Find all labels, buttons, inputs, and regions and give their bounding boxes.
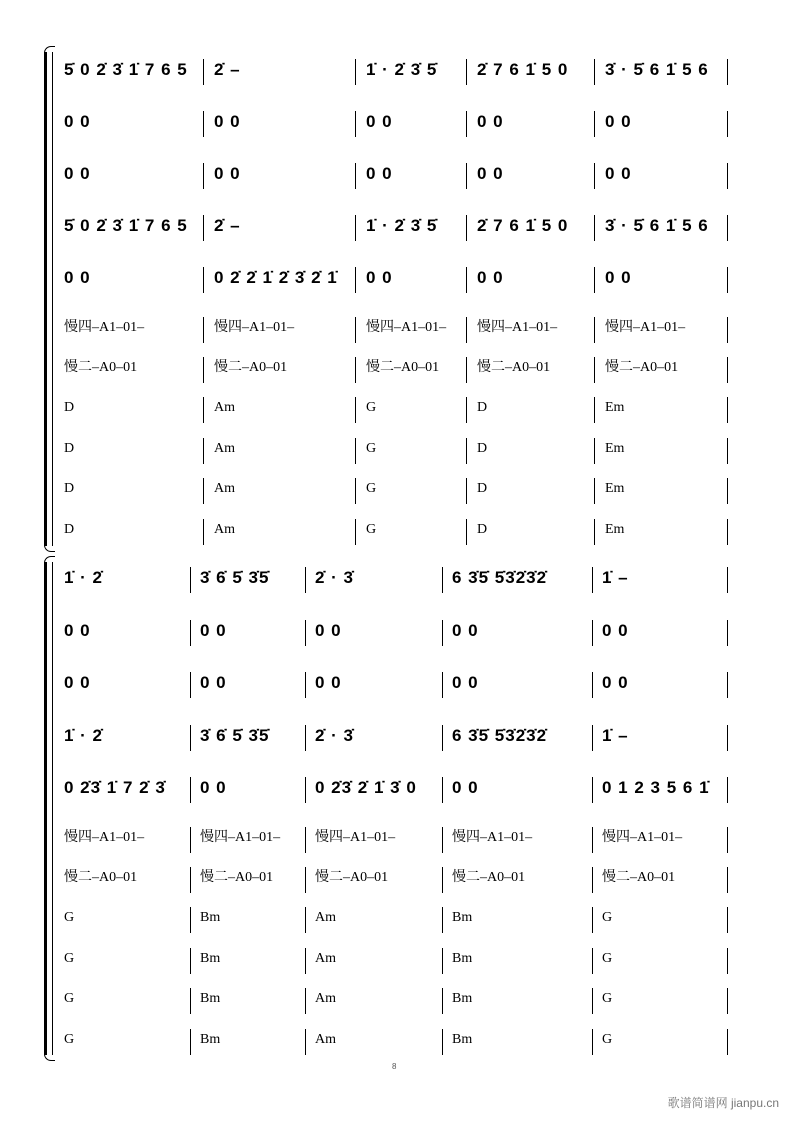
barline <box>592 827 593 853</box>
measure-label: G <box>602 1032 613 1047</box>
barline <box>442 988 443 1014</box>
barline <box>305 988 306 1014</box>
barline <box>727 215 728 241</box>
measure-notes: 1̇ – <box>602 726 629 745</box>
measure-notes: 5̇ 0 2̇ 3̇ 1̇ 7 6 5 <box>64 216 188 235</box>
measure-label: 慢四–A1–01– <box>64 320 145 335</box>
barline <box>466 438 467 464</box>
barline <box>305 1029 306 1055</box>
measure-notes: 0 0 <box>452 673 479 692</box>
barline <box>203 357 204 383</box>
measure-label: 慢四–A1–01– <box>477 320 558 335</box>
measure-notes: 0 0 <box>64 673 91 692</box>
barline <box>305 672 306 698</box>
barline <box>466 478 467 504</box>
barline <box>466 317 467 343</box>
barline <box>727 111 728 137</box>
barline <box>594 519 595 545</box>
measure-label: D <box>477 522 488 537</box>
measure-notes: 0 2̇3̇ 1̇ 7 2̇ 3̇ <box>64 778 166 797</box>
measure-label: Em <box>605 441 625 456</box>
measure-notes: 2̇ – <box>214 60 241 79</box>
measure-notes: 0 0 <box>64 621 91 640</box>
measure-notes: 6 3̇5̇ 5̇3̇2̇3̇2̇ <box>452 726 548 745</box>
measure-label: Bm <box>452 951 473 966</box>
measure-label: 慢二–A0–01 <box>64 360 138 375</box>
barline <box>466 111 467 137</box>
barline <box>203 397 204 423</box>
barline <box>592 867 593 893</box>
barline <box>594 59 595 85</box>
measure-label: G <box>366 522 377 537</box>
measure-label: D <box>64 441 75 456</box>
barline <box>466 163 467 189</box>
measure-label: 慢二–A0–01 <box>366 360 440 375</box>
barline <box>203 519 204 545</box>
system-line <box>52 52 53 546</box>
barline <box>355 519 356 545</box>
barline <box>442 620 443 646</box>
measure-notes: 1̇ · 2̇ 3̇ 5̇ <box>366 216 438 235</box>
measure-notes: 0 0 <box>605 164 632 183</box>
measure-label: Bm <box>452 1032 473 1047</box>
measure-label: 慢四–A1–01– <box>602 830 683 845</box>
system-bracket <box>44 52 55 546</box>
measure-label: G <box>64 910 75 925</box>
barline <box>727 988 728 1014</box>
measure-label: 慢二–A0–01 <box>452 870 526 885</box>
measure-notes: 0 2̇3̇ 2̇ 1̇ 3̇ 0 <box>315 778 417 797</box>
barline <box>727 317 728 343</box>
measure-notes: 2̇ · 3̇ <box>315 726 355 745</box>
barline <box>355 215 356 241</box>
watermark: 歌谱简谱网 jianpu.cn <box>667 1096 779 1110</box>
barline <box>190 567 191 593</box>
measure-notes: 0 0 <box>200 621 227 640</box>
barline <box>466 519 467 545</box>
measure-notes: 5̇ 0 2̇ 3̇ 1̇ 7 6 5 <box>64 60 188 79</box>
barline <box>592 988 593 1014</box>
barline <box>203 163 204 189</box>
measure-label: G <box>64 1032 75 1047</box>
barline <box>466 215 467 241</box>
measure-label: 慢四–A1–01– <box>315 830 396 845</box>
measure-label: Am <box>214 481 235 496</box>
barline <box>190 948 191 974</box>
measure-label: 慢二–A0–01 <box>200 870 274 885</box>
barline <box>203 59 204 85</box>
measure-notes: 1̇ · 2̇ 3̇ 5̇ <box>366 60 438 79</box>
barline <box>727 438 728 464</box>
barline <box>466 59 467 85</box>
measure-label: Am <box>315 1032 336 1047</box>
measure-label: G <box>366 441 377 456</box>
barline <box>727 267 728 293</box>
barline <box>203 267 204 293</box>
measure-notes: 0 0 <box>452 778 479 797</box>
barline <box>727 519 728 545</box>
measure-notes: 0 0 <box>64 112 91 131</box>
barline <box>727 163 728 189</box>
measure-notes: 1̇ · 2̇ <box>64 568 104 587</box>
barline <box>594 357 595 383</box>
barline <box>727 567 728 593</box>
measure-label: D <box>64 400 75 415</box>
barline <box>355 267 356 293</box>
measure-label: 慢二–A0–01 <box>64 870 138 885</box>
measure-notes: 0 0 <box>366 164 393 183</box>
measure-label: G <box>366 481 377 496</box>
measure-label: Am <box>315 991 336 1006</box>
barline <box>442 777 443 803</box>
barline <box>203 438 204 464</box>
barline <box>190 1029 191 1055</box>
barline <box>355 317 356 343</box>
barline <box>305 725 306 751</box>
barline <box>727 59 728 85</box>
measure-notes: 0 0 <box>477 164 504 183</box>
barline <box>727 867 728 893</box>
barline <box>190 867 191 893</box>
barline <box>727 948 728 974</box>
measure-notes: 0 0 <box>366 112 393 131</box>
measure-notes: 0 0 <box>214 112 241 131</box>
barline <box>727 907 728 933</box>
barline <box>190 725 191 751</box>
measure-label: Am <box>214 441 235 456</box>
barline <box>305 777 306 803</box>
measure-label: D <box>477 400 488 415</box>
measure-label: G <box>64 991 75 1006</box>
measure-label: 慢四–A1–01– <box>452 830 533 845</box>
measure-notes: 3̇ 6̇ 5̇ 3̇5̇ <box>200 726 270 745</box>
system-bracket <box>44 562 55 1055</box>
measure-notes: 0 1 2 3 5 6 1̇ <box>602 778 710 797</box>
measure-notes: 2̇ – <box>214 216 241 235</box>
measure-notes: 0 0 <box>602 673 629 692</box>
barline <box>592 672 593 698</box>
measure-notes: 0 0 <box>214 164 241 183</box>
barline <box>305 948 306 974</box>
measure-label: Am <box>315 910 336 925</box>
measure-label: Em <box>605 400 625 415</box>
measure-notes: 0 0 <box>366 268 393 287</box>
measure-notes: 0 0 <box>200 778 227 797</box>
barline <box>594 317 595 343</box>
measure-label: Am <box>315 951 336 966</box>
barline <box>466 267 467 293</box>
measure-label: Am <box>214 522 235 537</box>
barline <box>592 567 593 593</box>
measure-notes: 2̇ · 3̇ <box>315 568 355 587</box>
barline <box>355 111 356 137</box>
barline <box>442 827 443 853</box>
barline <box>355 478 356 504</box>
barline <box>355 438 356 464</box>
measure-notes: 2̇ 7 6 1̇ 5 0 <box>477 60 569 79</box>
barline <box>594 215 595 241</box>
measure-notes: 0 0 <box>477 112 504 131</box>
barline <box>355 163 356 189</box>
barline <box>190 620 191 646</box>
measure-label: Bm <box>200 951 221 966</box>
measure-notes: 0 0 <box>64 164 91 183</box>
barline <box>305 827 306 853</box>
barline <box>305 620 306 646</box>
barline <box>727 620 728 646</box>
measure-label: D <box>477 481 488 496</box>
barline <box>594 438 595 464</box>
measure-label: 慢二–A0–01 <box>477 360 551 375</box>
barline <box>466 397 467 423</box>
measure-notes: 6 3̇5̇ 5̇3̇2̇3̇2̇ <box>452 568 548 587</box>
measure-label: Bm <box>200 991 221 1006</box>
measure-notes: 0 0 <box>605 112 632 131</box>
barline <box>727 1029 728 1055</box>
barline <box>305 867 306 893</box>
measure-label: 慢二–A0–01 <box>602 870 676 885</box>
measure-label: G <box>64 951 75 966</box>
measure-label: Em <box>605 522 625 537</box>
barline <box>592 907 593 933</box>
measure-label: Bm <box>200 1032 221 1047</box>
measure-notes: 0 0 <box>315 673 342 692</box>
measure-label: 慢四–A1–01– <box>366 320 447 335</box>
measure-label: G <box>602 910 613 925</box>
barline <box>594 478 595 504</box>
barline <box>442 907 443 933</box>
barline <box>203 215 204 241</box>
barline <box>190 988 191 1014</box>
barline <box>305 567 306 593</box>
barline <box>727 478 728 504</box>
barline <box>592 1029 593 1055</box>
measure-notes: 1̇ · 2̇ <box>64 726 104 745</box>
measure-label: Em <box>605 481 625 496</box>
barline <box>442 867 443 893</box>
barline <box>727 357 728 383</box>
barline <box>190 907 191 933</box>
barline <box>355 59 356 85</box>
barline <box>594 267 595 293</box>
measure-notes: 2̇ 7 6 1̇ 5 0 <box>477 216 569 235</box>
measure-label: D <box>64 522 75 537</box>
barline <box>190 672 191 698</box>
measure-notes: 0 0 <box>452 621 479 640</box>
measure-label: Am <box>214 400 235 415</box>
measure-label: D <box>64 481 75 496</box>
measure-notes: 0 0 <box>602 621 629 640</box>
barline <box>355 357 356 383</box>
barline <box>727 725 728 751</box>
measure-notes: 0 0 <box>315 621 342 640</box>
barline <box>203 478 204 504</box>
measure-label: 慢四–A1–01– <box>64 830 145 845</box>
barline <box>594 111 595 137</box>
measure-label: 慢二–A0–01 <box>605 360 679 375</box>
system-line <box>52 562 53 1055</box>
measure-label: D <box>477 441 488 456</box>
barline <box>592 777 593 803</box>
barline <box>727 397 728 423</box>
measure-notes: 1̇ – <box>602 568 629 587</box>
measure-label: 慢二–A0–01 <box>315 870 389 885</box>
barline <box>727 827 728 853</box>
measure-label: 慢四–A1–01– <box>214 320 295 335</box>
measure-label: 慢四–A1–01– <box>200 830 281 845</box>
measure-label: Bm <box>452 991 473 1006</box>
barline <box>442 567 443 593</box>
barline <box>442 948 443 974</box>
measure-notes: 3̇ · 5̇ 6 1̇ 5 6 <box>605 216 709 235</box>
barline <box>442 1029 443 1055</box>
measure-label: Bm <box>452 910 473 925</box>
measure-label: G <box>366 400 377 415</box>
barline <box>442 672 443 698</box>
barline <box>727 777 728 803</box>
barline <box>203 317 204 343</box>
measure-notes: 3̇ 6̇ 5̇ 3̇5̇ <box>200 568 270 587</box>
barline <box>190 827 191 853</box>
barline <box>592 725 593 751</box>
barline <box>594 163 595 189</box>
barline <box>727 672 728 698</box>
measure-notes: 3̇ · 5̇ 6 1̇ 5 6 <box>605 60 709 79</box>
measure-notes: 0 0 <box>477 268 504 287</box>
barline <box>592 620 593 646</box>
measure-label: G <box>602 991 613 1006</box>
barline <box>190 777 191 803</box>
measure-label: 慢二–A0–01 <box>214 360 288 375</box>
barline <box>594 397 595 423</box>
page-number: 8 <box>392 1062 397 1071</box>
measure-label: G <box>602 951 613 966</box>
measure-label: Bm <box>200 910 221 925</box>
barline <box>466 357 467 383</box>
measure-notes: 0 2̇ 2̇ 1̇ 2̇ 3̇ 2̇ 1̇ <box>214 268 338 287</box>
measure-notes: 0 0 <box>64 268 91 287</box>
measure-notes: 0 0 <box>605 268 632 287</box>
barline <box>592 948 593 974</box>
barline <box>442 725 443 751</box>
barline <box>355 397 356 423</box>
barline <box>203 111 204 137</box>
measure-notes: 0 0 <box>200 673 227 692</box>
measure-label: 慢四–A1–01– <box>605 320 686 335</box>
barline <box>305 907 306 933</box>
